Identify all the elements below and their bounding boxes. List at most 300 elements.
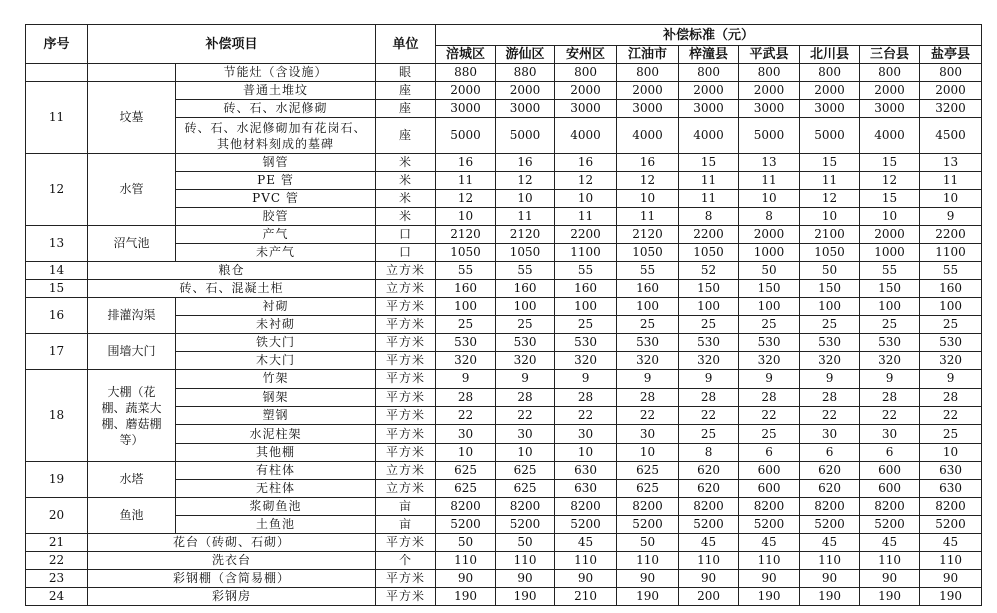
- value-cell: 8200: [436, 498, 496, 516]
- value-cell: 15: [679, 154, 739, 172]
- value-cell: 110: [800, 552, 860, 570]
- value-cell: 200: [679, 588, 739, 606]
- item-cell: 未产气: [176, 244, 376, 262]
- category-cell: 围墙大门: [88, 334, 176, 370]
- header-region: 平武县: [739, 46, 800, 64]
- value-cell: 28: [920, 388, 982, 406]
- unit-cell: 米: [376, 154, 436, 172]
- value-cell: 6: [860, 443, 920, 461]
- value-cell: 25: [920, 316, 982, 334]
- value-cell: 12: [860, 172, 920, 190]
- value-cell: 625: [436, 480, 496, 498]
- header-row-1: [26, 25, 982, 46]
- unit-cell: 平方米: [376, 570, 436, 588]
- value-cell: 2000: [860, 82, 920, 100]
- value-cell: 3000: [436, 100, 496, 118]
- value-cell: 5200: [617, 516, 679, 534]
- category-cell: 水塔: [88, 462, 176, 498]
- unit-cell: 平方米: [376, 406, 436, 424]
- value-cell: 10: [555, 190, 617, 208]
- unit-cell: 亩: [376, 516, 436, 534]
- seq-cell: 11: [26, 82, 88, 154]
- value-cell: 110: [739, 552, 800, 570]
- category-cell: 坟墓: [88, 82, 176, 154]
- value-cell: 5000: [739, 118, 800, 154]
- value-cell: 16: [555, 154, 617, 172]
- category-cell: 水管: [88, 154, 176, 226]
- value-cell: 150: [739, 280, 800, 298]
- item-cell: 衬砌: [176, 298, 376, 316]
- item-cell: 无柱体: [176, 480, 376, 498]
- unit-cell: 个: [376, 552, 436, 570]
- header-region: 安州区: [555, 46, 617, 64]
- value-cell: 12: [555, 172, 617, 190]
- seq-cell: [26, 64, 88, 82]
- item-cell: 砖、石、水泥修砌: [176, 100, 376, 118]
- value-cell: 100: [920, 298, 982, 316]
- value-cell: 5000: [496, 118, 555, 154]
- header-region: 北川县: [800, 46, 860, 64]
- value-cell: 800: [679, 64, 739, 82]
- category-cell: [88, 64, 176, 82]
- value-cell: 530: [617, 334, 679, 352]
- value-cell: 2120: [617, 226, 679, 244]
- value-cell: 3200: [920, 100, 982, 118]
- value-cell: 800: [617, 64, 679, 82]
- unit-cell: 平方米: [376, 370, 436, 388]
- value-cell: 5000: [800, 118, 860, 154]
- seq-cell: 17: [26, 334, 88, 370]
- value-cell: 12: [800, 190, 860, 208]
- value-cell: 530: [739, 334, 800, 352]
- value-cell: 2000: [679, 82, 739, 100]
- value-cell: 9: [436, 370, 496, 388]
- value-cell: 2000: [800, 82, 860, 100]
- value-cell: 5200: [679, 516, 739, 534]
- value-cell: 160: [555, 280, 617, 298]
- header-region: 盐亭县: [920, 46, 982, 64]
- value-cell: 2200: [555, 226, 617, 244]
- seq-cell: 20: [26, 498, 88, 534]
- value-cell: 25: [860, 316, 920, 334]
- table-row: [26, 226, 982, 244]
- value-cell: 11: [920, 172, 982, 190]
- unit-cell: 口: [376, 244, 436, 262]
- value-cell: 3000: [679, 100, 739, 118]
- unit-cell: 米: [376, 208, 436, 226]
- value-cell: 90: [679, 570, 739, 588]
- value-cell: 90: [739, 570, 800, 588]
- value-cell: 8200: [739, 498, 800, 516]
- value-cell: 50: [800, 262, 860, 280]
- value-cell: 620: [679, 462, 739, 480]
- category-cell: 彩钢房: [88, 588, 376, 606]
- value-cell: 30: [436, 425, 496, 443]
- value-cell: 12: [436, 190, 496, 208]
- value-cell: 25: [555, 316, 617, 334]
- value-cell: 30: [800, 425, 860, 443]
- value-cell: 1100: [920, 244, 982, 262]
- value-cell: 25: [739, 425, 800, 443]
- value-cell: 25: [800, 316, 860, 334]
- seq-cell: 19: [26, 462, 88, 498]
- value-cell: 620: [800, 462, 860, 480]
- table-row: [26, 534, 982, 552]
- value-cell: 1100: [555, 244, 617, 262]
- value-cell: 530: [436, 334, 496, 352]
- value-cell: 16: [617, 154, 679, 172]
- value-cell: 4500: [920, 118, 982, 154]
- value-cell: 620: [679, 480, 739, 498]
- value-cell: 625: [617, 462, 679, 480]
- value-cell: 9: [920, 208, 982, 226]
- value-cell: 630: [920, 462, 982, 480]
- value-cell: 11: [496, 208, 555, 226]
- value-cell: 9: [800, 370, 860, 388]
- value-cell: 10: [617, 190, 679, 208]
- value-cell: 4000: [860, 118, 920, 154]
- value-cell: 28: [679, 388, 739, 406]
- value-cell: 22: [860, 406, 920, 424]
- unit-cell: 平方米: [376, 334, 436, 352]
- value-cell: 90: [436, 570, 496, 588]
- value-cell: 110: [496, 552, 555, 570]
- header-unit: 单位: [376, 25, 436, 64]
- value-cell: 8200: [800, 498, 860, 516]
- value-cell: 5200: [496, 516, 555, 534]
- value-cell: 90: [860, 570, 920, 588]
- value-cell: 620: [800, 480, 860, 498]
- value-cell: 28: [436, 388, 496, 406]
- value-cell: 190: [800, 588, 860, 606]
- unit-cell: 立方米: [376, 262, 436, 280]
- table-row: [26, 298, 982, 316]
- value-cell: 600: [860, 480, 920, 498]
- value-cell: 3000: [860, 100, 920, 118]
- value-cell: 5200: [920, 516, 982, 534]
- value-cell: 28: [555, 388, 617, 406]
- value-cell: 5000: [436, 118, 496, 154]
- value-cell: 52: [679, 262, 739, 280]
- value-cell: 8: [739, 208, 800, 226]
- value-cell: 22: [739, 406, 800, 424]
- value-cell: 2000: [739, 226, 800, 244]
- value-cell: 12: [496, 172, 555, 190]
- value-cell: 6: [739, 443, 800, 461]
- value-cell: 530: [555, 334, 617, 352]
- value-cell: 55: [920, 262, 982, 280]
- item-cell: 浆砌鱼池: [176, 498, 376, 516]
- item-cell: 竹架: [176, 370, 376, 388]
- value-cell: 600: [860, 462, 920, 480]
- value-cell: 1050: [496, 244, 555, 262]
- value-cell: 100: [800, 298, 860, 316]
- value-cell: 28: [496, 388, 555, 406]
- value-cell: 50: [739, 262, 800, 280]
- value-cell: 12: [617, 172, 679, 190]
- table-row: [26, 588, 982, 606]
- value-cell: 10: [800, 208, 860, 226]
- value-cell: 210: [555, 588, 617, 606]
- table-row: [26, 82, 982, 100]
- value-cell: 9: [555, 370, 617, 388]
- item-cell: 钢管: [176, 154, 376, 172]
- value-cell: 8200: [679, 498, 739, 516]
- value-cell: 30: [555, 425, 617, 443]
- value-cell: 30: [860, 425, 920, 443]
- value-cell: 630: [920, 480, 982, 498]
- category-cell: 鱼池: [88, 498, 176, 534]
- header-region: 梓潼县: [679, 46, 739, 64]
- value-cell: 630: [555, 462, 617, 480]
- value-cell: 100: [679, 298, 739, 316]
- value-cell: 25: [436, 316, 496, 334]
- value-cell: 55: [436, 262, 496, 280]
- value-cell: 8200: [555, 498, 617, 516]
- item-cell: 有柱体: [176, 462, 376, 480]
- value-cell: 10: [436, 208, 496, 226]
- value-cell: 25: [739, 316, 800, 334]
- value-cell: 110: [860, 552, 920, 570]
- value-cell: 800: [860, 64, 920, 82]
- value-cell: 22: [555, 406, 617, 424]
- unit-cell: 立方米: [376, 462, 436, 480]
- value-cell: 880: [496, 64, 555, 82]
- value-cell: 28: [617, 388, 679, 406]
- item-cell: 胶管: [176, 208, 376, 226]
- value-cell: 100: [436, 298, 496, 316]
- unit-cell: 亩: [376, 498, 436, 516]
- value-cell: 9: [496, 370, 555, 388]
- value-cell: 15: [860, 154, 920, 172]
- value-cell: 50: [617, 534, 679, 552]
- value-cell: 30: [617, 425, 679, 443]
- unit-cell: 平方米: [376, 316, 436, 334]
- value-cell: 1050: [800, 244, 860, 262]
- value-cell: 2100: [800, 226, 860, 244]
- value-cell: 10: [496, 190, 555, 208]
- value-cell: 320: [739, 352, 800, 370]
- header-region: 江油市: [617, 46, 679, 64]
- item-cell: 砖、石、水泥修砌加有花岗石、其他材料刻成的墓碑: [176, 118, 376, 154]
- value-cell: 10: [617, 443, 679, 461]
- value-cell: 150: [679, 280, 739, 298]
- value-cell: 110: [555, 552, 617, 570]
- item-cell: 水泥柱架: [176, 425, 376, 443]
- value-cell: 2000: [860, 226, 920, 244]
- value-cell: 160: [617, 280, 679, 298]
- seq-cell: 13: [26, 226, 88, 262]
- value-cell: 880: [436, 64, 496, 82]
- value-cell: 10: [920, 190, 982, 208]
- value-cell: 8200: [860, 498, 920, 516]
- value-cell: 9: [860, 370, 920, 388]
- value-cell: 11: [679, 190, 739, 208]
- item-cell: PVC 管: [176, 190, 376, 208]
- value-cell: 11: [739, 172, 800, 190]
- seq-cell: 16: [26, 298, 88, 334]
- unit-cell: 米: [376, 172, 436, 190]
- item-cell: 普通土堆坟: [176, 82, 376, 100]
- unit-cell: 平方米: [376, 388, 436, 406]
- value-cell: 100: [860, 298, 920, 316]
- value-cell: 320: [555, 352, 617, 370]
- unit-cell: 座: [376, 100, 436, 118]
- item-cell: 产气: [176, 226, 376, 244]
- value-cell: 160: [436, 280, 496, 298]
- value-cell: 1050: [679, 244, 739, 262]
- value-cell: 190: [739, 588, 800, 606]
- value-cell: 22: [920, 406, 982, 424]
- header-item: 补偿项目: [88, 25, 376, 64]
- unit-cell: 平方米: [376, 352, 436, 370]
- value-cell: 190: [617, 588, 679, 606]
- value-cell: 320: [800, 352, 860, 370]
- value-cell: 800: [555, 64, 617, 82]
- value-cell: 28: [739, 388, 800, 406]
- value-cell: 15: [800, 154, 860, 172]
- value-cell: 28: [800, 388, 860, 406]
- value-cell: 3000: [555, 100, 617, 118]
- value-cell: 160: [496, 280, 555, 298]
- item-cell: 土鱼池: [176, 516, 376, 534]
- value-cell: 100: [555, 298, 617, 316]
- value-cell: 9: [617, 370, 679, 388]
- header-seq: 序号: [26, 25, 88, 64]
- value-cell: 45: [800, 534, 860, 552]
- value-cell: 11: [679, 172, 739, 190]
- value-cell: 3000: [496, 100, 555, 118]
- value-cell: 13: [739, 154, 800, 172]
- unit-cell: 平方米: [376, 534, 436, 552]
- value-cell: 800: [800, 64, 860, 82]
- value-cell: 11: [800, 172, 860, 190]
- value-cell: 45: [860, 534, 920, 552]
- header-region: 三台县: [860, 46, 920, 64]
- unit-cell: 平方米: [376, 425, 436, 443]
- value-cell: 4000: [617, 118, 679, 154]
- value-cell: 22: [800, 406, 860, 424]
- value-cell: 625: [496, 480, 555, 498]
- value-cell: 9: [679, 370, 739, 388]
- value-cell: 2000: [496, 82, 555, 100]
- value-cell: 8200: [496, 498, 555, 516]
- table-row: [26, 498, 982, 516]
- value-cell: 10: [739, 190, 800, 208]
- value-cell: 10: [436, 443, 496, 461]
- value-cell: 2000: [617, 82, 679, 100]
- value-cell: 25: [679, 425, 739, 443]
- value-cell: 625: [617, 480, 679, 498]
- value-cell: 45: [920, 534, 982, 552]
- value-cell: 800: [739, 64, 800, 82]
- value-cell: 600: [739, 480, 800, 498]
- value-cell: 150: [860, 280, 920, 298]
- table-row: [26, 154, 982, 172]
- value-cell: 320: [436, 352, 496, 370]
- value-cell: 90: [555, 570, 617, 588]
- item-cell: 塑钢: [176, 406, 376, 424]
- value-cell: 25: [679, 316, 739, 334]
- value-cell: 1050: [617, 244, 679, 262]
- seq-cell: 18: [26, 370, 88, 462]
- value-cell: 90: [800, 570, 860, 588]
- value-cell: 3000: [617, 100, 679, 118]
- value-cell: 2000: [555, 82, 617, 100]
- category-cell: 粮仓: [88, 262, 376, 280]
- value-cell: 9: [920, 370, 982, 388]
- unit-cell: 眼: [376, 64, 436, 82]
- value-cell: 100: [496, 298, 555, 316]
- value-cell: 10: [920, 443, 982, 461]
- value-cell: 2200: [679, 226, 739, 244]
- value-cell: 2000: [739, 82, 800, 100]
- value-cell: 9: [739, 370, 800, 388]
- value-cell: 22: [496, 406, 555, 424]
- value-cell: 11: [436, 172, 496, 190]
- value-cell: 100: [739, 298, 800, 316]
- unit-cell: 平方米: [376, 298, 436, 316]
- value-cell: 13: [920, 154, 982, 172]
- value-cell: 5200: [739, 516, 800, 534]
- value-cell: 190: [920, 588, 982, 606]
- value-cell: 320: [920, 352, 982, 370]
- category-cell: 大棚（花棚、蔬菜大棚、蘑菇棚等）: [88, 370, 176, 462]
- unit-cell: 平方米: [376, 443, 436, 461]
- table-row: [26, 570, 982, 588]
- item-cell: 未衬砌: [176, 316, 376, 334]
- value-cell: 5200: [436, 516, 496, 534]
- value-cell: 45: [739, 534, 800, 552]
- value-cell: 4000: [555, 118, 617, 154]
- value-cell: 150: [800, 280, 860, 298]
- seq-cell: 12: [26, 154, 88, 226]
- value-cell: 160: [920, 280, 982, 298]
- value-cell: 190: [496, 588, 555, 606]
- unit-cell: 口: [376, 226, 436, 244]
- item-cell: 其他棚: [176, 443, 376, 461]
- unit-cell: 座: [376, 82, 436, 100]
- item-cell: PE 管: [176, 172, 376, 190]
- unit-cell: 座: [376, 118, 436, 154]
- value-cell: 600: [739, 462, 800, 480]
- value-cell: 10: [860, 208, 920, 226]
- value-cell: 2120: [436, 226, 496, 244]
- value-cell: 90: [617, 570, 679, 588]
- value-cell: 190: [860, 588, 920, 606]
- value-cell: 22: [436, 406, 496, 424]
- seq-cell: 21: [26, 534, 88, 552]
- value-cell: 800: [920, 64, 982, 82]
- category-cell: 彩钢棚（含简易棚）: [88, 570, 376, 588]
- value-cell: 320: [860, 352, 920, 370]
- table-row: [26, 334, 982, 352]
- value-cell: 28: [860, 388, 920, 406]
- unit-cell: 立方米: [376, 480, 436, 498]
- value-cell: 625: [496, 462, 555, 480]
- value-cell: 45: [679, 534, 739, 552]
- value-cell: 90: [496, 570, 555, 588]
- value-cell: 530: [860, 334, 920, 352]
- seq-cell: 23: [26, 570, 88, 588]
- value-cell: 50: [496, 534, 555, 552]
- item-cell: 钢架: [176, 388, 376, 406]
- item-cell: 节能灶（含设施）: [176, 64, 376, 82]
- value-cell: 10: [555, 443, 617, 461]
- category-cell: 砖、石、混凝土柜: [88, 280, 376, 298]
- value-cell: 55: [496, 262, 555, 280]
- value-cell: 4000: [679, 118, 739, 154]
